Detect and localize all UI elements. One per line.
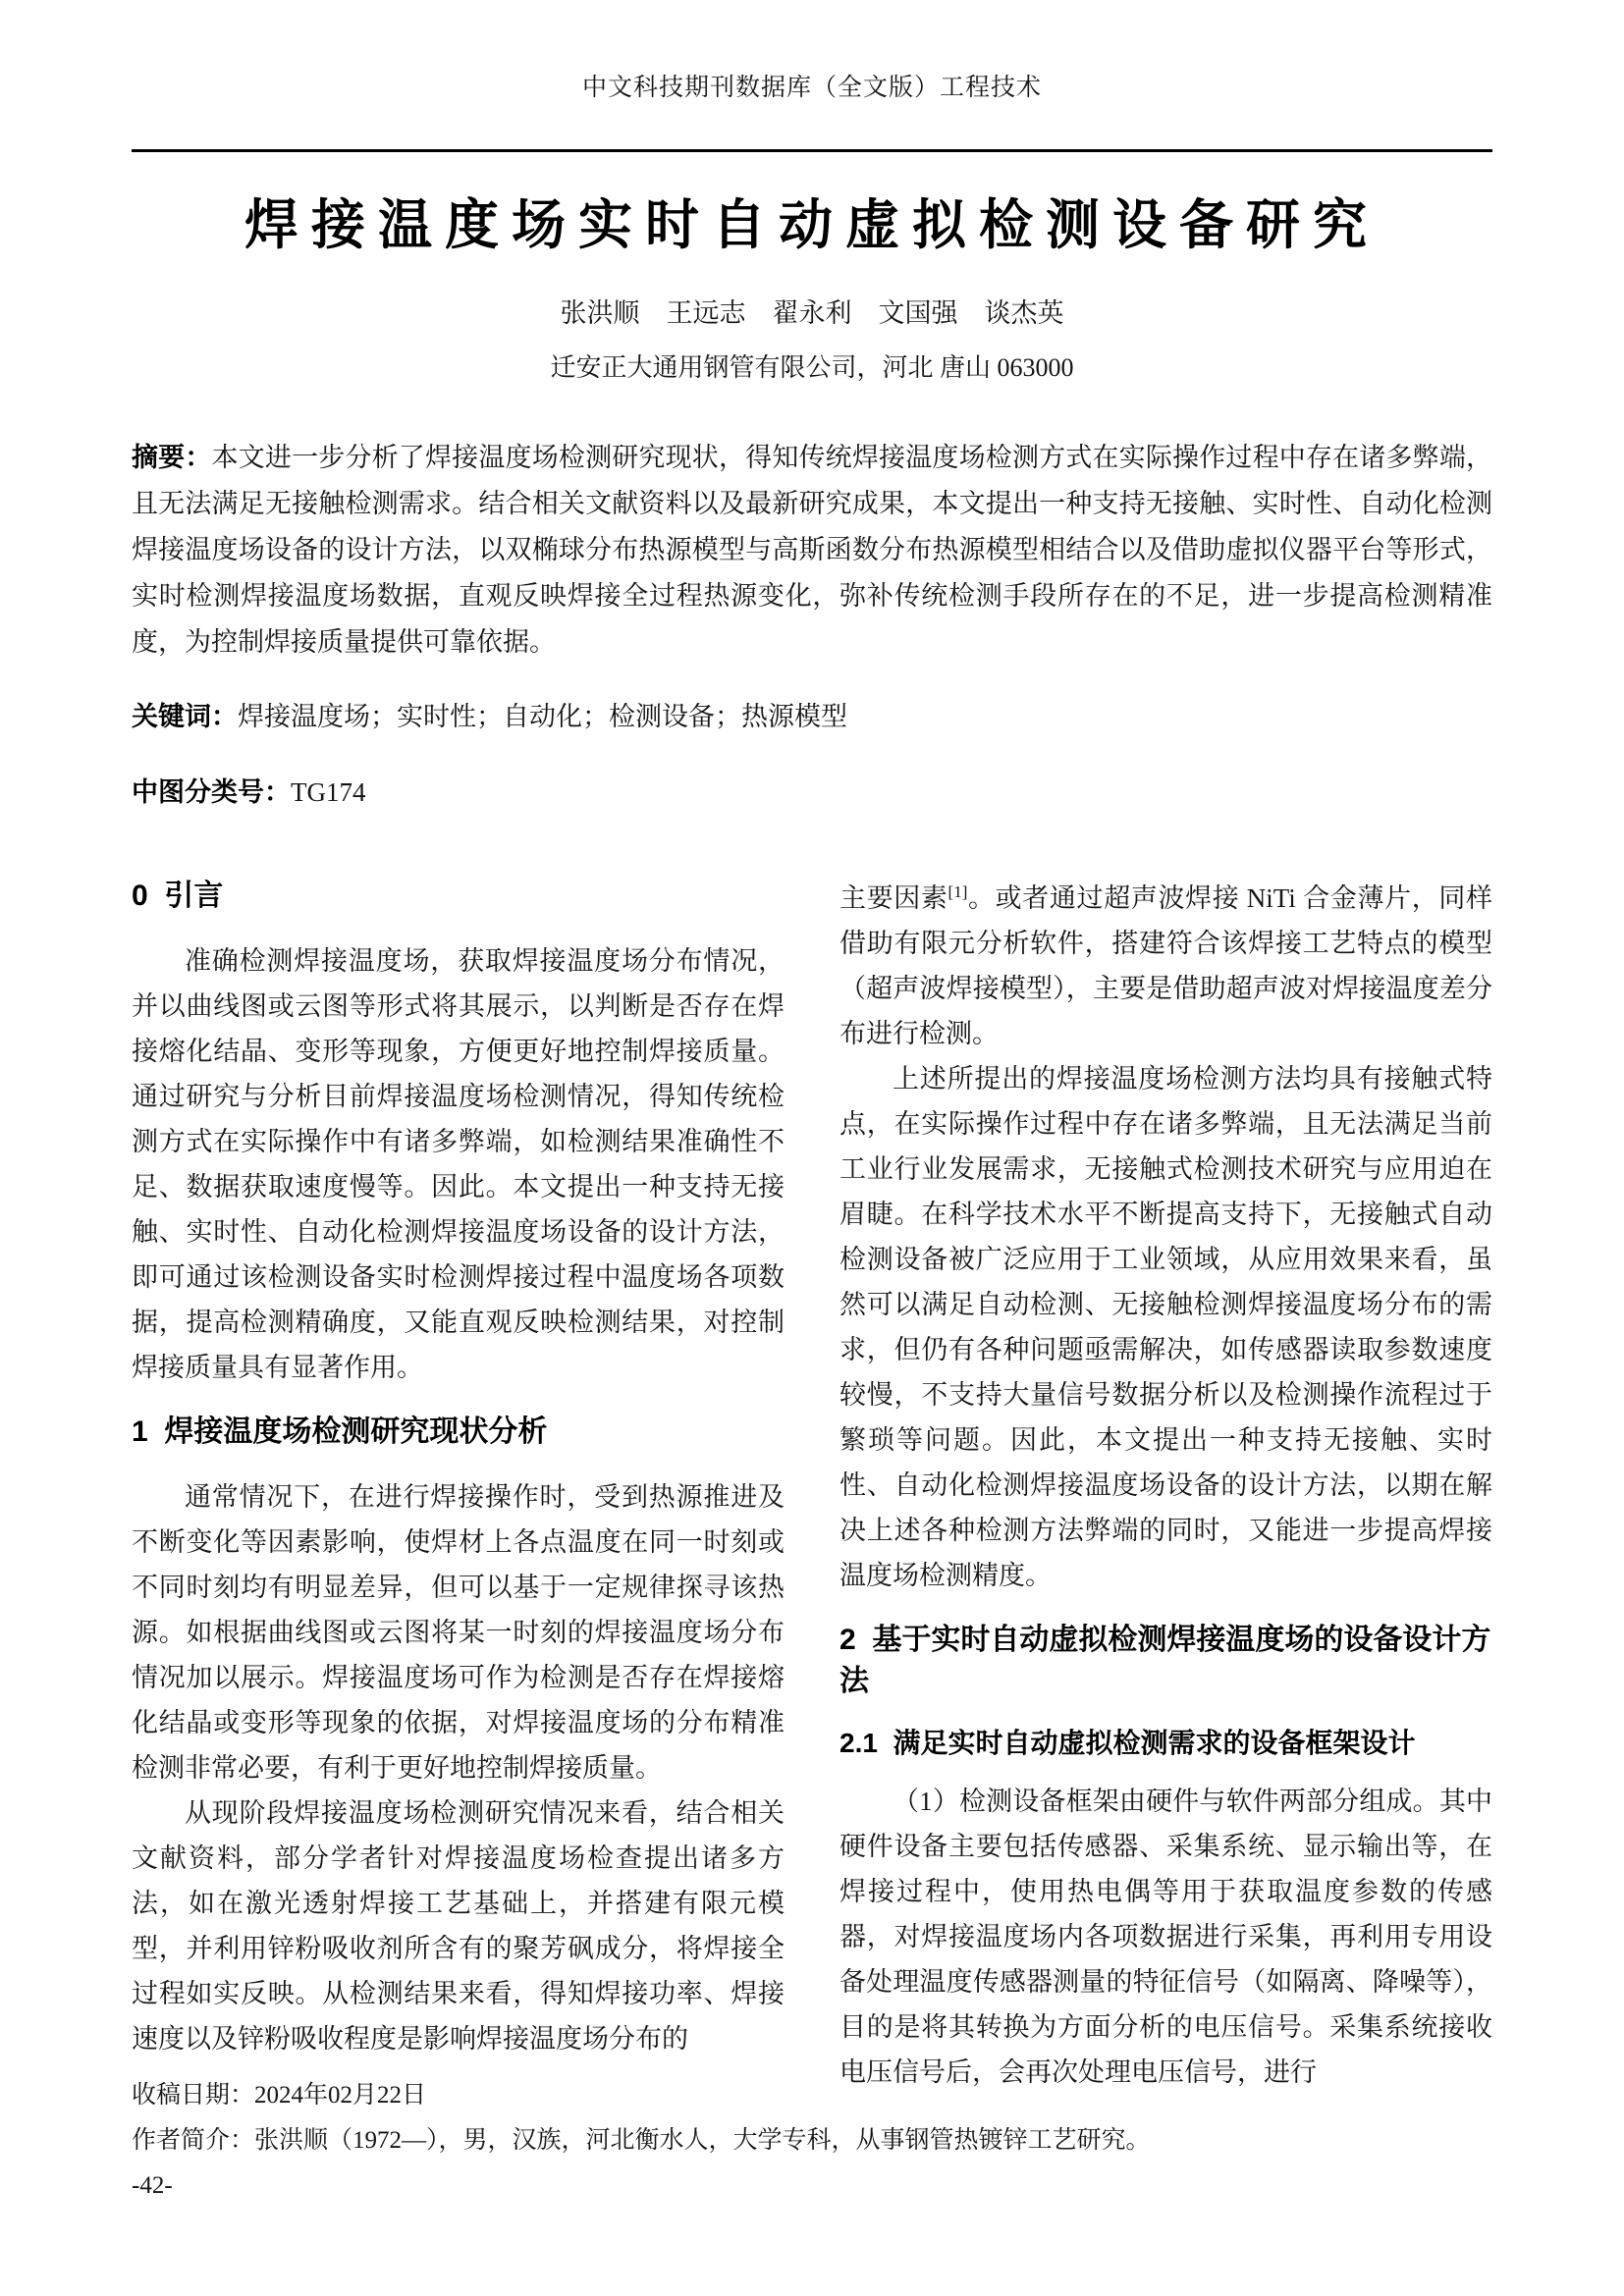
authors-line: 张洪顺 王远志 翟永利 文国强 谈杰英 [560, 298, 1064, 328]
section-0-paragraph: 准确检测焊接温度场，获取焊接温度场分布情况，并以曲线图或云图等形式将其展示，以判断是否存在焊接熔化结晶、变形等现象，方便更好地控制焊接质量。通过研究与分析目前焊接温度场检测情况，得知传统检测方式在实际操作中有诸多弊端，如检测结果准确性不足、数据获取速度慢等。因此。本文提出一种支持无接触、实时性、自动化检测焊接温度场设备的设计方法，即可通过该检测设备实时检测焊接过程中温度场各项数据，提高检测精确度，又能直观反映检测结果，对控制焊接质量具有显著作用。 [132, 946, 785, 1382]
continued-text-before-citation: 主要因素 [839, 883, 948, 913]
page-title: 焊接温度场实时自动虚拟检测设备研究 [244, 194, 1380, 255]
keywords-text: 焊接温度场；实时性；自动化；检测设备；热源模型 [238, 702, 847, 731]
abstract-text: 本文进一步分析了焊接温度场检测研究现状，得知传统焊接温度场检测方式在实际操作过程中存在诸多弊端，且无法满足无接触检测需求。结合相关文献资料以及最新研究成果，本文提出一种支持无接触、实时性、自动化检测焊接温度场设备的设计方法，以双椭球分布热源模型与高斯函数分布热源模型相结合以及借助虚拟仪器平台等形式，实时检测焊接温度场数据，直观反映焊接全过程热源变化，弥补传统检测手段所存在的不足，进一步提高检测精准度，为控制焊接质量提供可靠依据。 [132, 443, 1493, 657]
abstract-paragraph [132, 435, 1492, 666]
section-2-heading: 2 基于实时自动虚拟检测焊接温度场的设备设计方法 [839, 1624, 1491, 1697]
author-bio-label: 作者简介： [132, 2127, 255, 2154]
page-footer [132, 2073, 1492, 2209]
keywords-label: 关键词： [132, 702, 238, 731]
page-number: -42- [132, 2172, 173, 2199]
citation-ref-1: [1] [947, 882, 968, 901]
received-date-value: 2024年02月22日 [254, 2082, 427, 2109]
two-column-body [132, 876, 1492, 2095]
affiliation: 迁安正大通用钢管有限公司，河北 唐山 063000 [550, 353, 1074, 382]
clc-value: TG174 [291, 777, 366, 807]
section-1-paragraph-1: 通常情况下，在进行焊接操作时，受到热源推进及不断变化等因素影响，使焊材上各点温度在同一时刻或不同时刻均有明显差异，但可以基于一定规律探寻该热源。如根据曲线图或云图将某一时刻的焊接温度场分布情况加以展示。焊接温度场可作为检测是否存在焊接熔化结晶或变形等现象的依据，对焊接温度场的分布精准检测非常必要，有利于更好地控制焊接质量。 [132, 1482, 785, 1783]
abstract-label: 摘要： [132, 443, 212, 472]
section-1-paragraph-2: 从现阶段焊接温度场检测研究情况来看，结合相关文献资料，部分学者针对焊接温度场检查提出诸多方法，如在激光透射焊接工艺基础上，并搭建有限元模型，并利用锌粉吸收剂所含有的聚芳砜成分，将焊接全过程如实反映。从检测结果来看，得知焊接功率、焊接速度以及锌粉吸收程度是影响焊接温度场分布的 [132, 1798, 785, 2054]
clc-label: 中图分类号： [132, 777, 291, 807]
section-1-paragraph-3: 上述所提出的焊接温度场检测方法均具有接触式特点，在实际操作过程中存在诸多弊端，且无法满足当前工业行业发展需求，无接触式检测技术研究与应用迫在眉睫。在科学技术水平不断提高支持下，无接触式自动检测设备被广泛应用于工业领域，从应用效果来看，虽然可以满足自动检测、无接触检测焊接温度场分布的需求，但仍有各种问题亟需解决，如传感器读取参数速度较慢，不支持大量信号数据分析以及检测操作流程过于繁琐等问题。因此，本文提出一种支持无接触、实时性、自动化检测焊接温度场设备的设计方法，以期在解决上述各种检测方法弊端的同时，又能进一步提高焊接温度场检测精度。 [839, 1064, 1492, 1590]
clc-line [132, 768, 1492, 817]
column-left [132, 876, 785, 2095]
received-date-label: 收稿日期： [132, 2082, 255, 2109]
header-rule [132, 149, 1492, 152]
received-date-line [132, 2073, 1492, 2118]
continued-paragraph [839, 876, 1492, 1056]
section-0-heading: 0 引言 [132, 880, 224, 912]
section-2-1-heading: 2.1 满足实时自动虚拟检测需求的设备框架设计 [839, 1728, 1416, 1758]
column-right [839, 876, 1492, 2095]
author-bio-text: 张洪顺（1972—），男，汉族，河北衡水人，大学专科，从事钢管热镀锌工艺研究。 [254, 2127, 1151, 2154]
continued-text-after-citation: 。或者通过超声波焊接 NiTi 合金薄片，同样借助有限元分析软件，搭建符合该焊接工艺特点的模型（超声波焊接模型），主要是借助超声波对焊接温度差分布进行检测。 [839, 883, 1493, 1048]
abstract-block [132, 435, 1492, 817]
journal-header: 中文科技期刊数据库（全文版）工程技术 [581, 75, 1042, 101]
author-bio-line [132, 2118, 1492, 2163]
keywords-line [132, 692, 1492, 741]
section-1-heading: 1 焊接温度场检测研究现状分析 [132, 1415, 548, 1448]
section-2-1-paragraph: （1）检测设备框架由硬件与软件两部分组成。其中硬件设备主要包括传感器、采集系统、显示输出等，在焊接过程中，使用热电偶等用于获取温度参数的传感器，对焊接温度场内各项数据进行采集，再利用专用设备处理温度传感器测量的特征信号（如隔离、降噪等），目的是将其转换为方面分析的电压信号。采集系统接收电压信号后，会再次处理电压信号，进行 [839, 1787, 1492, 2087]
